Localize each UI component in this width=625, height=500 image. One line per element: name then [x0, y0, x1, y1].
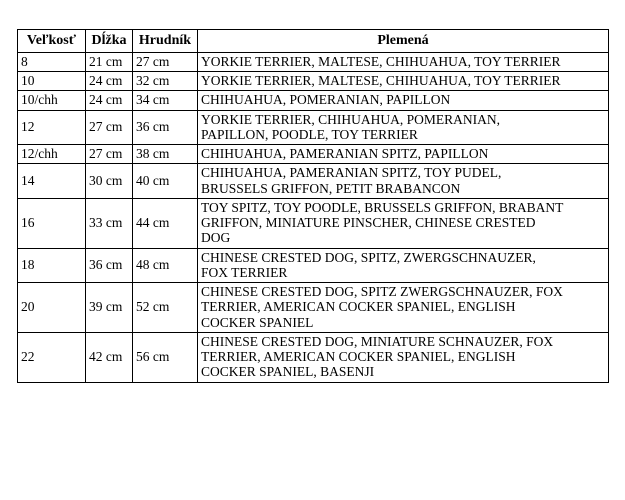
cell-chest: 56 cm [133, 332, 198, 382]
cell-breeds [198, 283, 609, 333]
breeds-line: DOG [201, 230, 231, 246]
table-row [18, 283, 609, 333]
table-row [18, 145, 609, 164]
table-row [18, 332, 609, 382]
column-header-size: Veľkosť [18, 30, 86, 53]
cell-breeds [198, 91, 609, 110]
breeds-line: CHIHUAHUA, PAMERANIAN SPITZ, PAPILLON [201, 146, 489, 162]
cell-size: 10/chh [18, 91, 86, 110]
cell-size: 8 [18, 52, 86, 71]
cell-breeds [198, 164, 609, 199]
table-row [18, 248, 609, 283]
cell-breeds [198, 52, 609, 71]
cell-length: 36 cm [86, 248, 133, 283]
table-row [18, 52, 609, 71]
cell-size: 16 [18, 198, 86, 248]
breeds-line: FOX TERRIER [201, 264, 288, 280]
cell-length: 33 cm [86, 198, 133, 248]
breeds-line: YORKIE TERRIER, MALTESE, CHIHUAHUA, TOY TERRIER [201, 73, 561, 89]
breeds-line: CHIHUAHUA, PAMERANIAN SPITZ, TOY PUDEL, [201, 165, 502, 181]
breeds-line: COCKER SPANIEL [201, 314, 314, 330]
breeds-line: GRIFFON, MINIATURE PINSCHER, CHINESE CRESTED [201, 215, 536, 231]
cell-breeds [198, 145, 609, 164]
cell-size: 12 [18, 110, 86, 145]
cell-breeds [198, 332, 609, 382]
cell-length: 27 cm [86, 145, 133, 164]
cell-breeds [198, 198, 609, 248]
table-row [18, 164, 609, 199]
breeds-line: TOY SPITZ, TOY POODLE, BRUSSELS GRIFFON, BRABANT [201, 199, 564, 215]
breeds-line: PAPILLON, POODLE, TOY TERRIER [201, 126, 418, 142]
cell-size: 14 [18, 164, 86, 199]
cell-chest: 36 cm [133, 110, 198, 145]
dog-size-table [17, 29, 609, 383]
breeds-line: CHINESE CRESTED DOG, SPITZ ZWERGSCHNAUZER, FOX [201, 284, 563, 300]
table-row [18, 72, 609, 91]
cell-chest: 48 cm [133, 248, 198, 283]
cell-size: 12/chh [18, 145, 86, 164]
cell-breeds [198, 72, 609, 91]
table-header [18, 30, 609, 53]
column-header-chest: Hrudník [133, 30, 198, 53]
column-header-breeds: Plemená [198, 30, 609, 53]
breeds-line: TERRIER, AMERICAN COCKER SPANIEL, ENGLISH [201, 299, 516, 315]
cell-length: 21 cm [86, 52, 133, 71]
cell-length: 24 cm [86, 72, 133, 91]
cell-chest: 27 cm [133, 52, 198, 71]
column-header-length: Dĺžka [86, 30, 133, 53]
table-row [18, 110, 609, 145]
cell-length: 24 cm [86, 91, 133, 110]
table-row [18, 91, 609, 110]
cell-length: 42 cm [86, 332, 133, 382]
cell-chest: 38 cm [133, 145, 198, 164]
cell-breeds [198, 248, 609, 283]
cell-length: 30 cm [86, 164, 133, 199]
breeds-line: CHIHUAHUA, POMERANIAN, PAPILLON [201, 92, 451, 108]
cell-chest: 34 cm [133, 91, 198, 110]
cell-size: 10 [18, 72, 86, 91]
cell-breeds [198, 110, 609, 145]
breeds-line: BRUSSELS GRIFFON, PETIT BRABANCON [201, 180, 461, 196]
breeds-line: YORKIE TERRIER, MALTESE, CHIHUAHUA, TOY TERRIER [201, 53, 561, 69]
cell-size: 20 [18, 283, 86, 333]
cell-length: 27 cm [86, 110, 133, 145]
breeds-line: CHINESE CRESTED DOG, MINIATURE SCHNAUZER, FOX [201, 333, 554, 349]
cell-size: 18 [18, 248, 86, 283]
cell-chest: 32 cm [133, 72, 198, 91]
breeds-line: COCKER SPANIEL, BASENJI [201, 364, 375, 380]
cell-size: 22 [18, 332, 86, 382]
cell-chest: 44 cm [133, 198, 198, 248]
table-header-row [18, 30, 609, 53]
breeds-line: YORKIE TERRIER, CHIHUAHUA, POMERANIAN, [201, 111, 500, 127]
table-body [18, 52, 609, 382]
table-row [18, 198, 609, 248]
breeds-line: TERRIER, AMERICAN COCKER SPANIEL, ENGLISH [201, 349, 516, 365]
cell-chest: 40 cm [133, 164, 198, 199]
cell-length: 39 cm [86, 283, 133, 333]
breeds-line: CHINESE CRESTED DOG, SPITZ, ZWERGSCHNAUZER, [201, 249, 536, 265]
cell-chest: 52 cm [133, 283, 198, 333]
